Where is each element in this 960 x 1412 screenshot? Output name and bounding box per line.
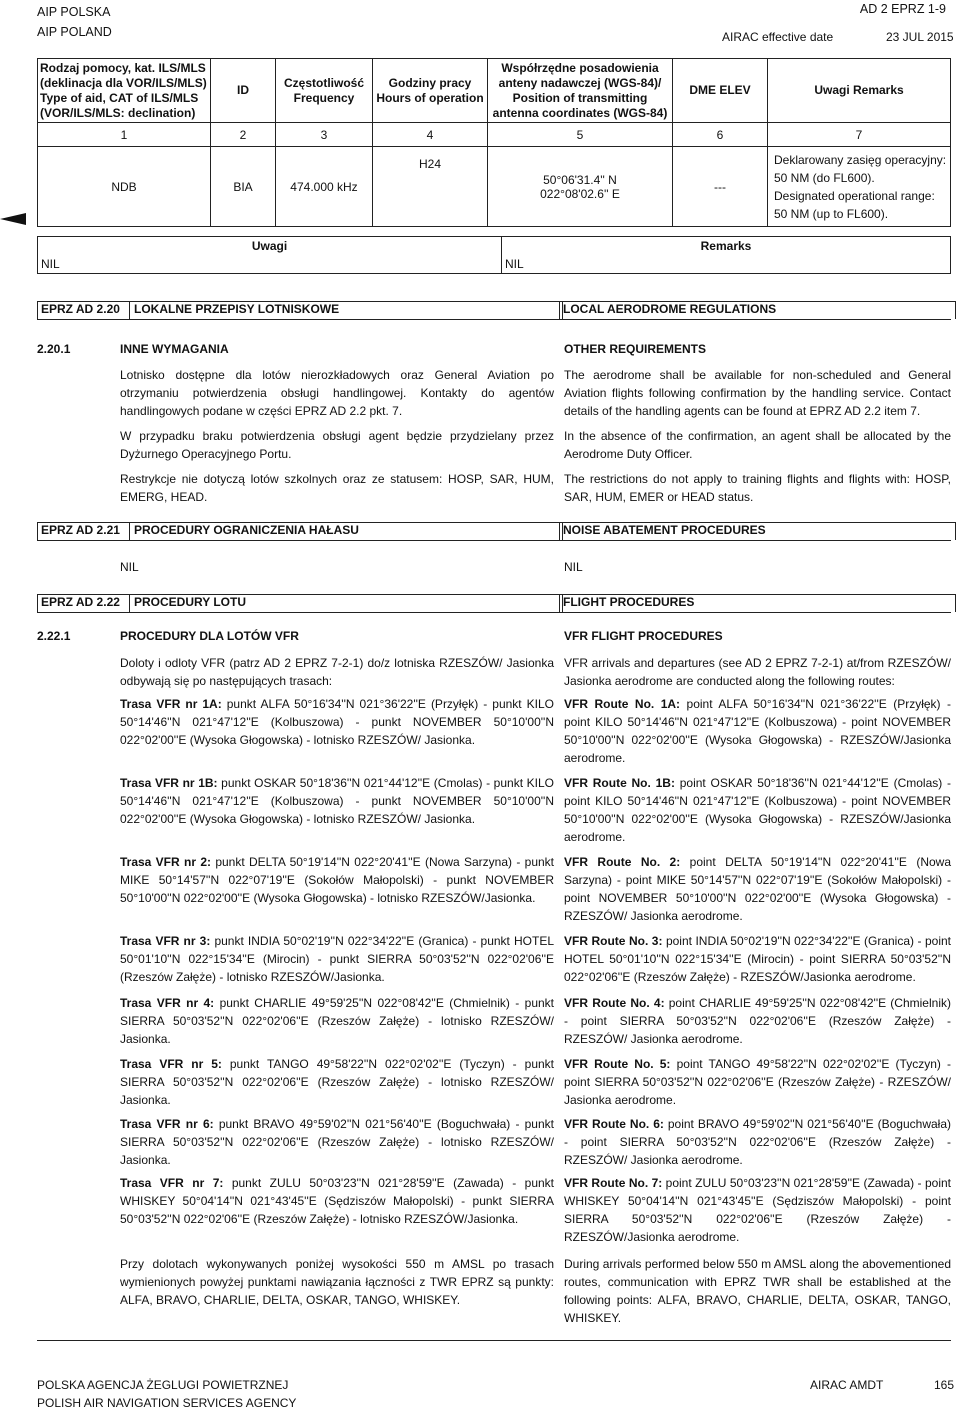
paragraph-en: In the absence of the confirmation, an agent shall be allocated by the Aerodrome Duty Officer. — [564, 429, 951, 461]
section-header-2-22 — [37, 591, 951, 613]
col-num: 1 — [38, 123, 211, 147]
route-label: VFR Route No. 4: — [564, 996, 665, 1010]
route-en — [564, 695, 951, 767]
change-bar-arrow-icon — [0, 213, 26, 225]
page-ref: AD 2 EPRZ 1-9 — [859, 2, 946, 16]
col-num: 4 — [373, 123, 488, 147]
route-label: VFR Route No. 3: — [564, 934, 663, 948]
route-label: Trasa VFR nr 4: — [120, 996, 215, 1010]
route-text: point INDIA 50°02'19''N 022°34'22''E (Granica) - point HOTEL 50°01'10''N 022°15'34''E (Mirocin) - point SIERRA 50°03'52''N 022°02'06''E (Rzeszów Załęże) - RZESZÓW/Jasionka aerodrome. — [564, 934, 951, 984]
route-label: Trasa VFR nr 2: — [120, 855, 211, 869]
table-row — [38, 147, 951, 227]
closing-en: During arrivals performed below 550 m AMSL along the abovementioned routes, communication with EPRZ TWR shall be established at the following points: ALFA, BRAVO, CHARLIE, DELTA, OSKAR, TANGO, WHISKEY. — [564, 1257, 951, 1325]
route-label: Trasa VFR nr 1B: — [120, 776, 218, 790]
th-remarks: Uwagi Remarks — [768, 59, 951, 123]
col-number-row — [38, 123, 951, 147]
th-dme-elev: DME ELEV — [673, 59, 768, 123]
section-title-pl: PROCEDURY LOTU — [129, 594, 563, 612]
footer-org — [37, 1376, 296, 1412]
route-label: VFR Route No. 6: — [564, 1117, 664, 1131]
th-type: Rodzaj pomocy, kat. ILS/MLS (deklinacja dla VOR/ILS/MLS) Type of aid, CAT of ILS/MLS (VOR/ILS/MLS: declination) — [38, 59, 211, 123]
route-pl — [120, 1174, 554, 1228]
route-text: point CHARLIE 49°59'25''N 022°08'42''E (Chmielnik) - point SIERRA 50°03'52''N 022°02'06''E (Rzeszów Załęże) - RZESZÓW/ Jasionka aerodrome. — [564, 996, 951, 1046]
section-title-pl: LOKALNE PRZEPISY LOTNISKOWE — [129, 301, 563, 319]
airac-effective-label: AIRAC effective date — [722, 30, 834, 44]
remarks-nil: NIL — [502, 255, 951, 274]
route-en — [564, 1115, 951, 1169]
route-label: VFR Route No. 5: — [564, 1057, 671, 1071]
route-text: point ALFA 50°16'34''N 021°36'22''E (Przyłęk) - point KILO 50°14'46''N 021°47'12''E (Kolbuszowa) - point NOVEMBER 50°10'00''N 022°02'00''E (Wysoka Głogowska) - RZESZÓW/Jasionka aerodrome. — [564, 697, 951, 765]
route-text: point TANGO 49°58'22''N 022°02'02''E (Tyczyn) - point SIERRA 50°03'52''N 022°02'06''E (Rzeszów Załęże) - RZESZÓW/ Jasionka aerodrome. — [564, 1057, 952, 1107]
th-coordinates: Współrzędne posadowienia anteny nadawczej (WGS-84)/ Position of transmitting antenna coordinates (WGS-84) — [488, 59, 673, 123]
route-text: point ZULU 50°03'23''N 021°28'59''E (Zawada) - point WHISKEY 50°04'14''N 021°43'45''E (Sędziszów Małopolski) - point SIERRA 50°03'52''N 022°02'06''E (Rzeszów Załęże) - RZESZÓW/Jasionka aerodrome. — [564, 1176, 951, 1244]
route-text: point OSKAR 50°18'36''N 021°44'12''E (Cmolas) - point KILO 50°14'46''N 021°47'12''E (Kolbuszowa) - point NOVEMBER 50°10'00''N 022°02'00''E (Wysoka Głogowska) - RZESZÓW/Jasionka aerodrome. — [564, 776, 951, 844]
route-text: punkt BRAVO 49°59'02''N 021°56'40''E (Boguchwała) - punkt SIERRA 50°03'52''N 022°02'06''E (Rzeszów Załęże) - lotnisko RZESZÓW/ Jasionka. — [120, 1117, 554, 1167]
aid-remarks — [768, 147, 951, 227]
aid-coordinates — [488, 147, 673, 227]
nav-aids-table — [37, 58, 951, 227]
th-hours: Godziny pracy Hours of operation — [373, 59, 488, 123]
route-label: Trasa VFR nr 1A: — [120, 697, 222, 711]
route-en — [564, 774, 951, 846]
col-num: 2 — [211, 123, 276, 147]
route-text: punkt INDIA 50°02'19''N 022°34'22''E (Granica) - punkt HOTEL 50°01'10''N 022°15'34''E (Mirocin) - punkt SIERRA 50°03'52''N 022°02'06''E (Rzeszów Załęże) - lotnisko RZESZÓW/Jasionka. — [120, 934, 555, 984]
route-pl — [120, 774, 554, 828]
subsection-title-pl: INNE WYMAGANIA — [120, 342, 229, 356]
route-pl — [120, 932, 554, 986]
paragraph-pl: W przypadku braku potwierdzenia obsługi agent będzie przydzielany przez Dyżurnego Operacyjnego Portu. — [120, 429, 554, 461]
route-text: punkt TANGO 49°58'22''N 022°02'02''E (Tyczyn) - punkt SIERRA 50°03'52''N 022°02'06''E (Rzeszów Załęże) - lotnisko RZESZÓW/ Jasionka. — [120, 1057, 554, 1107]
route-label: Trasa VFR nr 6: — [120, 1117, 214, 1131]
paragraph-en: The restrictions do not apply to training flights and flights with: HOSP, SAR, HUM, EMER or HEAD status. — [564, 472, 951, 504]
section-header-2-21 — [37, 519, 951, 541]
subsection-title-en: VFR FLIGHT PROCEDURES — [564, 629, 723, 643]
section-header-2-20 — [37, 298, 951, 320]
col-num: 7 — [768, 123, 951, 147]
route-pl — [120, 695, 554, 749]
col-num: 3 — [276, 123, 373, 147]
route-label: VFR Route No. 2: — [564, 855, 681, 869]
route-pl — [120, 1055, 554, 1109]
remarks-table — [37, 236, 951, 274]
aid-lon: 022°08'02.6'' E — [540, 186, 620, 201]
aip-polska: AIP POLSKA — [37, 5, 111, 19]
subsection-number: 2.20.1 — [37, 342, 71, 356]
route-text: punkt ZULU 50°03'23''N 021°28'59''E (Zawada) - punkt WHISKEY 50°04'14''N 021°43'45''E (Sędziszów Małopolski) - punkt SIERRA 50°03'52''N 022°02'06''E (Rzeszów Załęże) - lotnisko RZESZÓW/Jasionka. — [120, 1176, 554, 1226]
section-title-en: LOCAL AERODROME REGULATIONS — [559, 301, 956, 319]
uwagi-nil: NIL — [38, 255, 502, 274]
section-code: EPRZ AD 2.21 — [37, 522, 133, 540]
route-en — [564, 1055, 951, 1109]
paragraph-pl: Lotnisko dostępne dla lotów nierozkładowych oraz General Aviation po otrzymaniu potwierdzenia obsługi handlingowej. Kontakty do agentów handlingowych podane w części EPRZ AD 2.2 pkt. 7. — [120, 368, 554, 418]
route-text: punkt DELTA 50°19'14''N 022°20'41''E (Nowa Sarzyna) - punkt MIKE 50°14'57''N 022°07'19''E (Sokołów Małopolski) - punkt NOVEMBER 50°10'00''N 022°02'00''E (Wysoka Głogowska) - lotnisko RZESZÓW/Jasionka. — [120, 855, 554, 905]
route-text: punkt OSKAR 50°18'36''N 021°44'12''E (Cmolas) - punkt KILO 50°14'46''N 021°47'12''E (Kolbuszowa) - punkt NOVEMBER 50°10'00''N 022°02'00''E (Wysoka Głogowska) - lotnisko RZESZÓW/ Jasionka. — [120, 776, 554, 826]
route-pl — [120, 994, 554, 1048]
route-label: Trasa VFR nr 3: — [120, 934, 211, 948]
section-code: EPRZ AD 2.22 — [37, 594, 133, 612]
nil-en: NIL — [564, 560, 583, 574]
effective-date: 23 JUL 2015 — [886, 30, 954, 44]
route-label: Trasa VFR nr 5: — [120, 1057, 222, 1071]
aid-type: NDB — [38, 147, 211, 227]
route-label: VFR Route No. 7: — [564, 1176, 663, 1190]
subsection-title-en: OTHER REQUIREMENTS — [564, 342, 707, 356]
route-text: punkt ALFA 50°16'34''N 021°36'22''E (Przyłęk) - punkt KILO 50°14'46''N 021°47'12''E (Kolbuszowa) - punkt NOVEMBER 50°10'00''N 022°02'00''E (Wysoka Głogowska) - lotnisko RZESZÓW/ Jasionka. — [120, 697, 554, 747]
uwagi-header: Uwagi — [38, 237, 502, 256]
route-label: Trasa VFR nr 7: — [120, 1176, 224, 1190]
aid-dme: --- — [673, 147, 768, 227]
paragraph-en: The aerodrome shall be available for non-scheduled and General Aviation flights following confirmation by the handling service. Contact details of the handling agents can be found at EPRZ AD 2.2 item 7. — [564, 368, 951, 418]
aid-frequency: 474.000 kHz — [276, 147, 373, 227]
subsection-title-pl: PROCEDURY DLA LOTÓW VFR — [120, 629, 299, 643]
col-num: 5 — [488, 123, 673, 147]
aid-hours: H24 — [373, 147, 488, 227]
route-text: punkt CHARLIE 49°59'25''N 022°08'42''E (Chmielnik) - punkt SIERRA 50°03'52''N 022°02'06''E (Rzeszów Załęże) - lotnisko RZESZÓW/ Jasionka. — [120, 996, 555, 1046]
route-en — [564, 1174, 951, 1246]
section-title-en: NOISE ABATEMENT PROCEDURES — [559, 522, 956, 540]
intro-en: VFR arrivals and departures (see AD 2 EPRZ 7-2-1) at/from RZESZÓW/ Jasionka aerodrome are conducted along the following routes: — [564, 656, 951, 688]
remarks-header: Remarks — [502, 237, 951, 256]
col-num: 6 — [673, 123, 768, 147]
aip-poland: AIP POLAND — [37, 25, 112, 39]
footer-divider — [37, 1340, 951, 1341]
section-title-pl: PROCEDURY OGRANICZENIA HAŁASU — [129, 522, 563, 540]
footer-org-en: POLISH AIR NAVIGATION SERVICES AGENCY — [37, 1396, 297, 1410]
route-text: point DELTA 50°19'14''N 022°20'41''E (Nowa Sarzyna) - point MIKE 50°14'57''N 022°07'19''E (Sokołów Małopolski) - point NOVEMBER 50°10'00''N 022°02'00''E (Wysoka Głogowska) - RZESZÓW/ Jasionka aerodrome. — [564, 855, 952, 923]
closing-pl: Przy dolotach wykonywanych poniżej wysokości 550 m AMSL po trasach wymienionych powyżej punktami nawiązania łączności z TWR EPRZ są punkty: ALFA, BRAVO, CHARLIE, DELTA, OSKAR, TANGO, WHISKEY. — [120, 1257, 554, 1307]
aid-id: BIA — [211, 147, 276, 227]
section-code: EPRZ AD 2.20 — [37, 301, 133, 319]
table-header-row — [38, 59, 951, 123]
route-en — [564, 853, 951, 925]
route-pl — [120, 853, 554, 907]
footer-amdt: AIRAC AMDT — [810, 1378, 884, 1392]
footer-amdt-number: 165 — [934, 1378, 955, 1392]
header-left — [37, 2, 112, 42]
route-label: VFR Route No. 1A: — [564, 697, 681, 711]
footer-org-pl: POLSKA AGENCJA ŻEGLUGI POWIETRZNEJ — [37, 1378, 289, 1392]
route-text: point BRAVO 49°59'02''N 021°56'40''E (Boguchwała) - point SIERRA 50°03'52''N 022°02'06''E (Rzeszów Załęże) - RZESZÓW/ Jasionka aerodrome. — [564, 1117, 951, 1167]
subsection-number: 2.22.1 — [37, 629, 71, 643]
paragraph-pl: Restrykcje nie dotyczą lotów szkolnych oraz ze statusem: HOSP, SAR, HUM, EMERG, HEAD. — [120, 472, 554, 504]
intro-pl: Doloty i odloty VFR (patrz AD 2 EPRZ 7-2-1) do/z lotniska RZESZÓW/ Jasionka odbywają się po następujących trasach: — [120, 656, 554, 688]
route-label: VFR Route No. 1B: — [564, 776, 675, 790]
section-title-en: FLIGHT PROCEDURES — [559, 594, 956, 612]
th-frequency: Częstotliwość Frequency — [276, 59, 373, 123]
route-pl — [120, 1115, 554, 1169]
route-en — [564, 932, 951, 986]
th-id: ID — [211, 59, 276, 123]
aid-remarks-en: Designated operational range: 50 NM (up to FL600). — [774, 188, 935, 221]
route-en — [564, 994, 951, 1048]
aid-remarks-pl: Deklarowany zasięg operacyjny: 50 NM (do FL600). — [774, 152, 947, 185]
aid-lat: 50°06'31.4'' N — [543, 172, 617, 187]
nil-pl: NIL — [120, 560, 139, 574]
